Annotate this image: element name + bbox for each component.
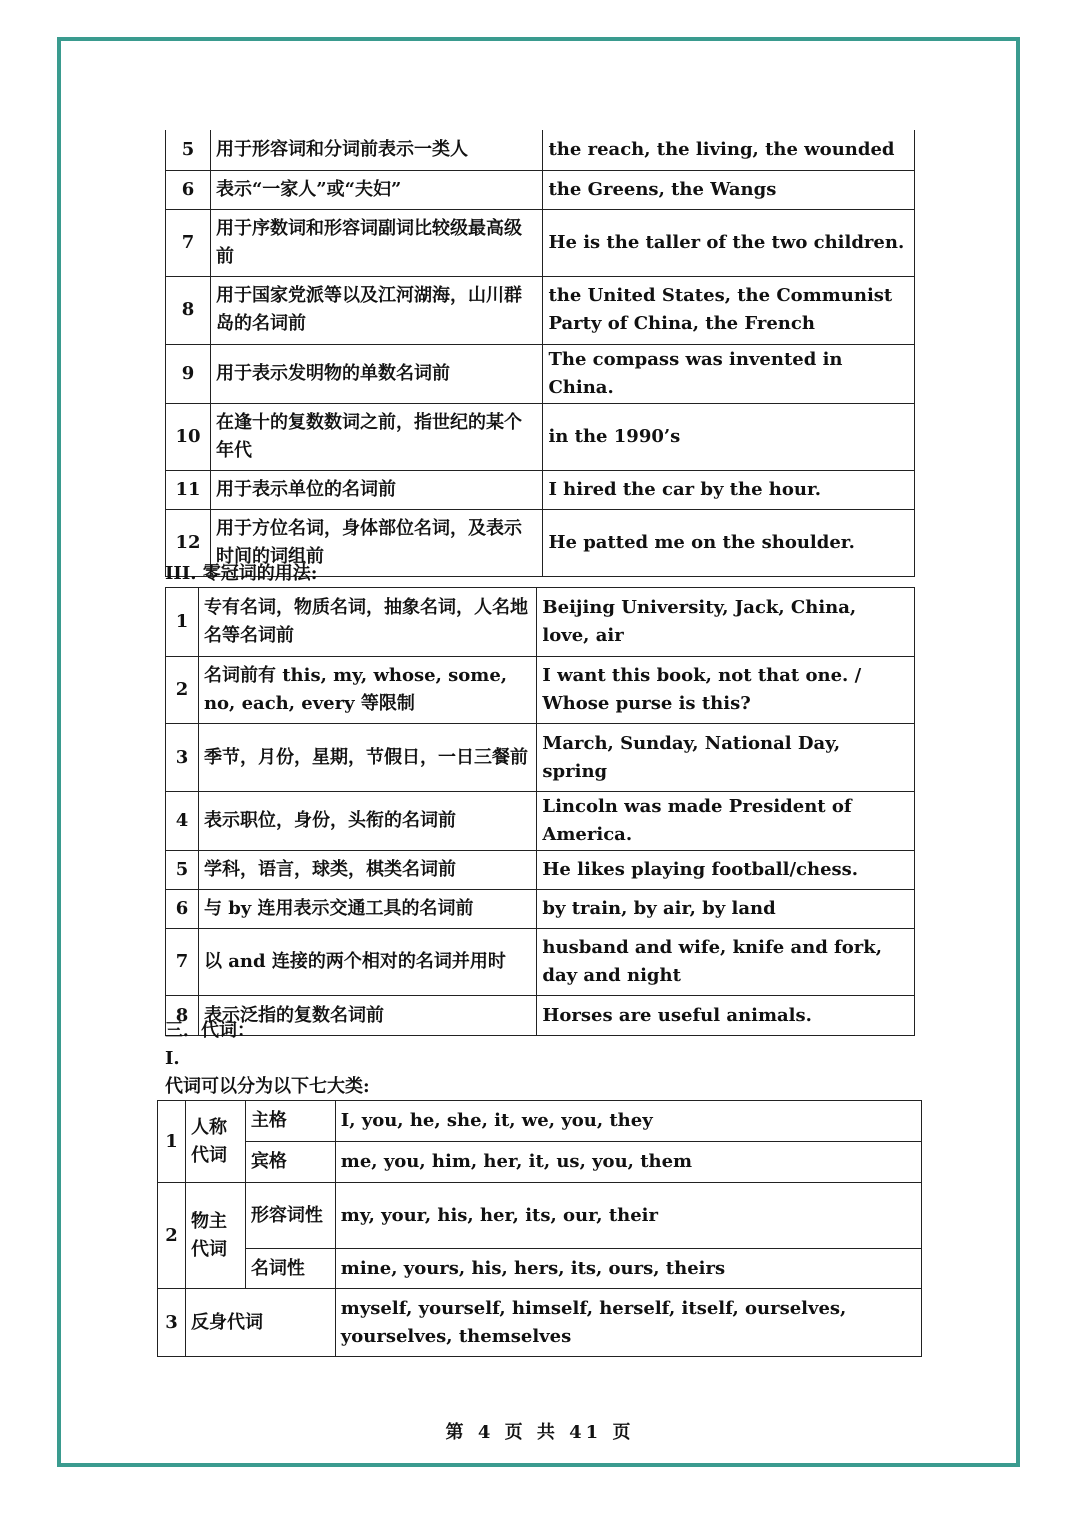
rule-cell: 专有名词，物质名词，抽象名词，人名地名等名词前 <box>198 588 536 657</box>
pronoun-intro: 代词可以分为以下七大类: <box>165 1076 370 1097</box>
zero-article-heading: III. 零冠词的用法: <box>165 563 318 584</box>
row-number: 8 <box>166 996 199 1036</box>
pronoun-type: 反身代词 <box>185 1289 335 1357</box>
rule-cell: 表示泛指的复数名词前 <box>198 996 536 1036</box>
example-cell: He likes playing football/chess. <box>537 851 915 890</box>
pronoun-subheading: I. <box>165 1048 180 1069</box>
table-row <box>158 1289 922 1357</box>
example-cell: I want this book, not that one. / Whose purse is this? <box>537 657 915 724</box>
zero-article-table <box>165 587 915 1036</box>
example-cell: He is the taller of the two children. <box>543 209 915 276</box>
table-row <box>166 724 915 792</box>
row-number: 1 <box>158 1101 186 1183</box>
example-cell: the reach, the living, the wounded <box>543 130 915 170</box>
case-label: 形容词性 <box>245 1183 335 1249</box>
rule-cell: 用于国家党派等以及江河湖海，山川群岛的名词前 <box>210 276 543 344</box>
table-row <box>166 344 915 403</box>
rule-cell: 用于序数词和形容词副词比较级最高级前 <box>210 209 543 276</box>
pronoun-table <box>157 1100 922 1357</box>
table-row <box>166 792 915 851</box>
row-number: 5 <box>166 130 211 170</box>
rule-cell: 用于形容词和分词前表示一类人 <box>210 130 543 170</box>
rule-cell: 用于方位名词，身体部位名词，及表示时间的词组前 <box>210 509 543 576</box>
table-row <box>166 929 915 996</box>
pronoun-words: myself, yourself, himself, herself, itself, ourselves, yourselves, themselves <box>335 1289 921 1357</box>
table-row <box>158 1183 922 1249</box>
row-number: 7 <box>166 209 211 276</box>
table-row <box>158 1249 922 1289</box>
row-number: 5 <box>166 851 199 890</box>
row-number: 9 <box>166 344 211 403</box>
table-row <box>166 470 915 509</box>
pronoun-words: my, your, his, her, its, our, their <box>335 1183 921 1249</box>
page-number-footer: 第 4 页 共 41 页 <box>445 1422 635 1443</box>
row-number: 3 <box>166 724 199 792</box>
table-row <box>166 209 915 276</box>
rule-cell: 表示职位，身份，头衔的名词前 <box>198 792 536 851</box>
case-label: 名词性 <box>245 1249 335 1289</box>
row-number: 6 <box>166 890 199 929</box>
table-row <box>166 170 915 209</box>
pronoun-words: mine, yours, his, hers, its, ours, theirs <box>335 1249 921 1289</box>
example-cell: He patted me on the shoulder. <box>543 509 915 576</box>
example-cell: the Greens, the Wangs <box>543 170 915 209</box>
example-cell: in the 1990’s <box>543 403 915 470</box>
table-row <box>166 276 915 344</box>
rule-cell: 用于表示发明物的单数名词前 <box>210 344 543 403</box>
row-number: 4 <box>166 792 199 851</box>
table-row <box>166 890 915 929</box>
pronoun-type: 物主代词 <box>185 1183 245 1289</box>
row-number: 3 <box>158 1289 186 1357</box>
table-row <box>166 403 915 470</box>
example-cell: The compass was invented in China. <box>543 344 915 403</box>
row-number: 10 <box>166 403 211 470</box>
example-cell: the United States, the Communist Party of China, the French <box>543 276 915 344</box>
rule-cell: 学科，语言，球类，棋类名词前 <box>198 851 536 890</box>
row-number: 12 <box>166 509 211 576</box>
definite-article-table <box>165 130 915 577</box>
example-cell: Lincoln was made President of America. <box>537 792 915 851</box>
row-number: 6 <box>166 170 211 209</box>
row-number: 8 <box>166 276 211 344</box>
rule-cell: 表示“一家人”或“夫妇” <box>210 170 543 209</box>
table-row <box>166 130 915 170</box>
rule-cell: 季节，月份，星期，节假日，一日三餐前 <box>198 724 536 792</box>
table-row <box>166 588 915 657</box>
pronoun-words: me, you, him, her, it, us, you, them <box>335 1142 921 1183</box>
pronoun-type: 人称代词 <box>185 1101 245 1183</box>
example-cell: I hired the car by the hour. <box>543 470 915 509</box>
case-label: 主格 <box>245 1101 335 1142</box>
rule-cell: 用于表示单位的名词前 <box>210 470 543 509</box>
example-cell: husband and wife, knife and fork, day and night <box>537 929 915 996</box>
table-row <box>158 1142 922 1183</box>
example-cell: by train, by air, by land <box>537 890 915 929</box>
pronoun-heading: 三．代词： <box>165 1020 255 1041</box>
table-row <box>158 1101 922 1142</box>
table-row <box>166 657 915 724</box>
case-label: 宾格 <box>245 1142 335 1183</box>
rule-cell: 与 by 连用表示交通工具的名词前 <box>198 890 536 929</box>
rule-cell: 在逢十的复数数词之前，指世纪的某个年代 <box>210 403 543 470</box>
row-number: 2 <box>158 1183 186 1289</box>
example-cell: Beijing University, Jack, China, love, air <box>537 588 915 657</box>
rule-cell: 名词前有 this, my, whose, some, no, each, every 等限制 <box>198 657 536 724</box>
rule-cell: 以 and 连接的两个相对的名词并用时 <box>198 929 536 996</box>
pronoun-words: I, you, he, she, it, we, you, they <box>335 1101 921 1142</box>
row-number: 11 <box>166 470 211 509</box>
example-cell: Horses are useful animals. <box>537 996 915 1036</box>
example-cell: March, Sunday, National Day, spring <box>537 724 915 792</box>
row-number: 1 <box>166 588 199 657</box>
table-row <box>166 996 915 1036</box>
row-number: 2 <box>166 657 199 724</box>
table-row <box>166 851 915 890</box>
row-number: 7 <box>166 929 199 996</box>
